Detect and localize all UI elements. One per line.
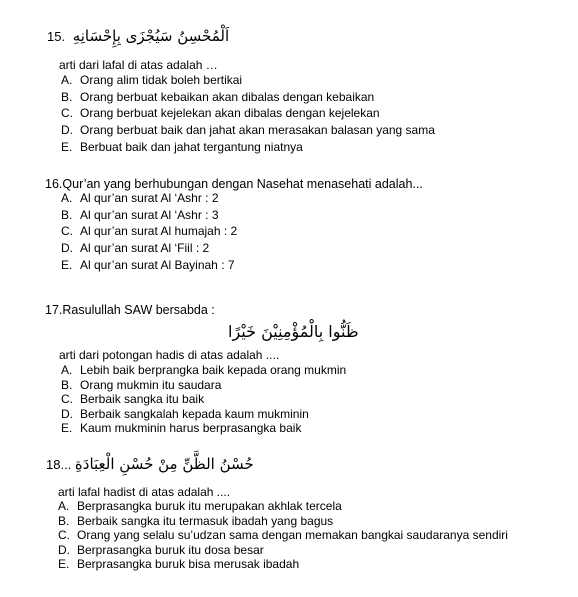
option-18a[interactable]: A. Berprasangka buruk itu merupakan akhlak tercela xyxy=(58,499,342,513)
option-15e[interactable]: E. Berbuat baik dan jahat tergantung niatnya xyxy=(61,139,303,154)
option-15d[interactable]: D. Orang berbuat baik dan jahat akan merasakan balasan yang sama xyxy=(61,123,435,138)
question-15-options xyxy=(61,72,435,155)
question-16-text: Qur’an yang berhubungan dengan Nasehat menasehati adalah... xyxy=(62,177,423,191)
option-18d[interactable]: D. Berprasangka buruk itu dosa besar xyxy=(58,542,264,557)
option-17b[interactable]: B. Orang mukmin itu saudara xyxy=(61,377,222,392)
question-17-number: 17. xyxy=(45,303,63,317)
option-15c[interactable]: C. Orang berbuat kejelekan akan dibalas dengan kejelekan xyxy=(61,106,380,121)
question-16-number: 16. xyxy=(45,177,63,191)
option-15b[interactable]: B. Orang berbuat kebaikan akan dibalas dengan kebaikan xyxy=(61,89,375,104)
question-17-stem: arti dari potongan hadis di atas adalah .... xyxy=(59,348,280,362)
question-17-arabic: ظَنُّوا بِالْمُؤْمِنِيْنَ خَيْرًا xyxy=(228,322,359,341)
question-18-heading xyxy=(46,456,254,473)
option-17c[interactable]: C. Berbaik sangka itu baik xyxy=(61,392,205,406)
question-15-stem: arti dari lafal di atas adalah … xyxy=(59,58,218,72)
option-18e[interactable]: E. Berprasangka buruk bisa merusak ibadah xyxy=(58,557,300,571)
question-18-stem: arti lafal hadist di atas adalah .... xyxy=(58,485,231,499)
option-16c[interactable]: C. Al qur’an surat Al humajah : 2 xyxy=(61,224,238,239)
option-16b[interactable]: B. Al qur’an surat Al ‘Ashr : 3 xyxy=(61,207,219,222)
question-17-heading xyxy=(45,302,215,318)
option-16a[interactable]: A. Al qur’an surat Al ‘Ashr : 2 xyxy=(61,191,219,205)
option-16d[interactable]: D. Al qur’an surat Al ‘Fiil : 2 xyxy=(61,241,210,256)
question-18-arabic: حُسْنُ الظَّنِّ مِنْ حُسْنِ الْعِبَادَةِ xyxy=(74,455,254,473)
question-18-options xyxy=(58,499,508,572)
question-15-arabic: اَلْمُحْسِنُ سَيُجْزَى بِإِحْسَانِهِ xyxy=(72,27,230,45)
option-18c[interactable]: C. Orang yang selalu su’udzan sama dengan memakan bangkai saudaranya sendiri xyxy=(58,528,508,542)
option-15a[interactable]: A. Orang alim tidak boleh bertikai xyxy=(61,73,243,87)
question-15-number: 15. xyxy=(47,29,66,44)
option-17a[interactable]: A. Lebih baik berprangka baik kepada orang mukmin xyxy=(61,363,347,377)
option-18b[interactable]: B. Berbaik sangka itu termasuk ibadah yang bagus xyxy=(58,513,334,528)
option-17d[interactable]: D. Berbaik sangkalah kepada kaum mukminin xyxy=(61,406,309,421)
question-15-heading xyxy=(47,28,229,45)
option-16e[interactable]: E. Al qur’an surat Al Bayinah : 7 xyxy=(61,257,235,272)
question-18-number: 18... xyxy=(46,457,72,472)
question-17-text: Rasulullah SAW bersabda : xyxy=(62,303,215,317)
question-17-options xyxy=(61,363,346,436)
option-17e[interactable]: E. Kaum mukminin harus berprasangka baik xyxy=(61,421,302,435)
question-16-options xyxy=(61,190,237,273)
